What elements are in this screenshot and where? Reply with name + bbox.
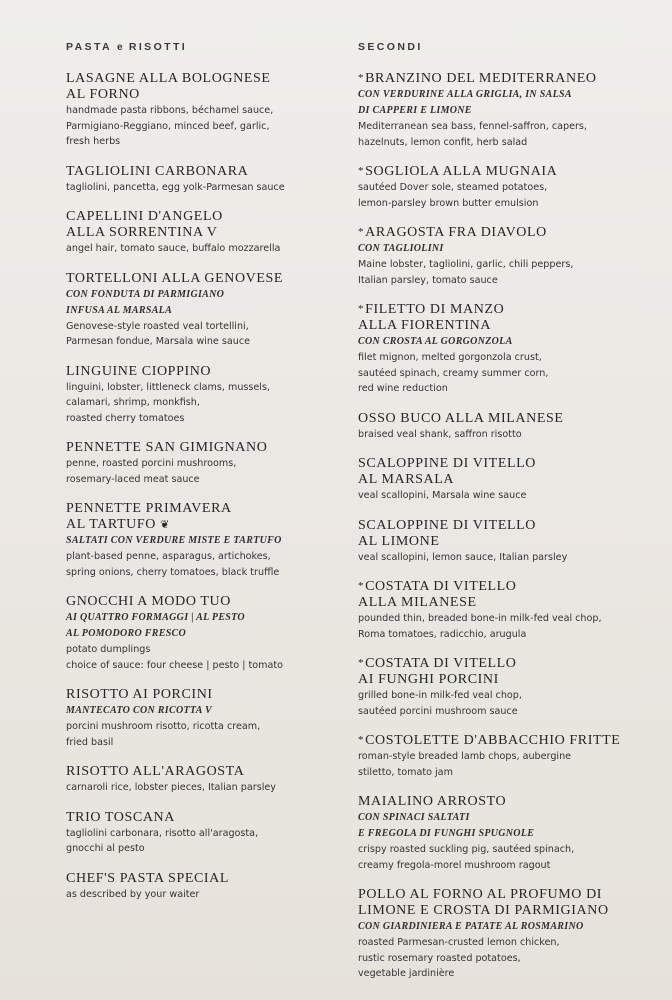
item-description: braised veal shank, saffron risotto bbox=[358, 428, 522, 440]
item-name: CHEF'S PASTA SPECIAL bbox=[66, 870, 230, 886]
section-title-pasta: PASTA e RISOTTI bbox=[66, 41, 188, 53]
item-subtitle: CON GIARDINIERA E PATATE AL ROSMARINO bbox=[358, 921, 584, 932]
item-name: *COSTATA DI VITELLO AI FUNGHI PORCINI bbox=[358, 656, 517, 687]
item-description: roman-style breaded lamb chops, aubergine stiletto, tomato jam bbox=[358, 751, 572, 778]
menu-item bbox=[358, 225, 648, 288]
item-description: pounded thin, breaded bone-in milk-fed veal chop, Roma tomatoes, radicchio, arugula bbox=[358, 613, 602, 640]
menu-item bbox=[358, 794, 648, 873]
item-name: *BRANZINO DEL MEDITERRANEO bbox=[358, 71, 597, 86]
item-description: Genovese-style roasted veal tortellini, Parmesan fondue, Marsala wine sauce bbox=[66, 320, 251, 347]
item-description: linguini, lobster, littleneck clams, mussels, calamari, shrimp, monkfish, roasted cherry tomatoes bbox=[66, 381, 271, 424]
menu-item bbox=[66, 764, 328, 796]
item-description: grilled bone-in milk-fed veal chop, sautéed porcini mushroom sauce bbox=[358, 690, 522, 717]
menu-item bbox=[66, 364, 328, 427]
item-description: crispy roasted suckling pig, sautéed spinach, creamy fregola-morel mushroom ragout bbox=[358, 844, 575, 871]
item-name: TORTELLONI ALLA GENOVESE bbox=[66, 270, 284, 286]
item-name: TRIO TOSCANA bbox=[66, 809, 175, 825]
item-name: *FILETTO DI MANZO ALLA FIORENTINA bbox=[358, 302, 505, 333]
menu-item bbox=[66, 71, 328, 150]
item-name: *SOGLIOLA ALLA MUGNAIA bbox=[358, 164, 558, 179]
item-description: potato dumplings choice of sauce: four cheese | pesto | tomato bbox=[66, 644, 283, 671]
item-description: penne, roasted porcini mushrooms, rosemary-laced meat sauce bbox=[66, 458, 237, 485]
menu-item bbox=[358, 456, 648, 504]
asterisk-mark: * bbox=[358, 657, 365, 669]
menu-item bbox=[66, 271, 328, 350]
item-description: angel hair, tomato sauce, buffalo mozzarella bbox=[66, 243, 281, 254]
item-name: RISOTTO AI PORCINI bbox=[66, 687, 213, 702]
item-name: GNOCCHI A MODO TUO bbox=[66, 594, 231, 609]
plant-based-leaf-icon: ❦ bbox=[160, 519, 170, 531]
item-subtitle: CON VERDURINE ALLA GRIGLIA, IN SALSA DI CAPPERI E LIMONE bbox=[358, 89, 572, 116]
menu-item bbox=[358, 164, 648, 211]
item-name: SCALOPPINE DI VITELLO AL LIMONE bbox=[358, 517, 537, 549]
item-subtitle: AI QUATTRO FORMAGGI | AL PESTO AL POMODORO FRESCO bbox=[66, 612, 245, 639]
item-description: sautéed Dover sole, steamed potatoes, lemon-parsley brown butter emulsion bbox=[358, 182, 548, 209]
menu-item bbox=[66, 501, 328, 580]
asterisk-mark: * bbox=[358, 734, 365, 746]
item-name: *ARAGOSTA FRA DIAVOLO bbox=[358, 225, 547, 240]
asterisk-mark: * bbox=[358, 226, 365, 238]
item-name: MAIALINO ARROSTO bbox=[358, 794, 507, 809]
item-subtitle: CON TAGLIOLINI bbox=[358, 243, 444, 254]
menu-item bbox=[358, 302, 648, 397]
item-name: *COSTOLETTE D'ABBACCHIO FRITTE bbox=[358, 733, 621, 748]
item-subtitle: CON SPINACI SALTATI E FREGOLA DI FUNGHI SPUGNOLE bbox=[358, 812, 535, 839]
item-description: as described by your waiter bbox=[66, 888, 200, 900]
menu-item bbox=[66, 440, 328, 487]
menu-item bbox=[358, 71, 648, 150]
item-name: LASAGNE ALLA BOLOGNESE AL FORNO bbox=[66, 71, 271, 102]
menu-item bbox=[66, 209, 328, 257]
item-name: PENNETTE SAN GIMIGNANO bbox=[66, 440, 268, 455]
menu-item bbox=[66, 164, 328, 196]
item-description: porcini mushroom risotto, ricotta cream, fried basil bbox=[66, 721, 261, 748]
item-description: Mediterranean sea bass, fennel-saffron, capers, hazelnuts, lemon confit, herb salad bbox=[358, 121, 587, 148]
item-name: LINGUINE CIOPPINO bbox=[66, 363, 212, 379]
menu-item bbox=[358, 656, 648, 719]
menu-item bbox=[358, 518, 648, 566]
menu-item bbox=[358, 887, 648, 982]
pasta-column bbox=[66, 41, 328, 916]
menu-item bbox=[66, 810, 328, 857]
item-description: filet mignon, melted gorgonzola crust, sautéed spinach, creamy summer corn, red wine reduction bbox=[358, 352, 549, 394]
menu-item bbox=[358, 733, 648, 780]
item-description: carnaroli rice, lobster pieces, Italian parsley bbox=[66, 782, 276, 793]
item-description: roasted Parmesan-crusted lemon chicken, rustic rosemary roasted potatoes, vegetable jardinière bbox=[358, 937, 560, 979]
item-name: RISOTTO ALL'ARAGOSTA bbox=[66, 764, 245, 779]
item-name: SCALOPPINE DI VITELLO AL MARSALA bbox=[358, 456, 537, 487]
item-subtitle: CON FONDUTA DI PARMIGIANO INFUSA AL MARSALA bbox=[66, 288, 225, 316]
asterisk-mark: * bbox=[358, 580, 365, 592]
secondi-column bbox=[358, 41, 648, 996]
menu-item bbox=[358, 411, 648, 443]
menu-item bbox=[66, 687, 328, 750]
item-name: CAPELLINI D'ANGELO ALLA SORRENTINA V bbox=[66, 209, 223, 240]
item-description: veal scallopini, lemon sauce, Italian parsley bbox=[358, 551, 568, 563]
item-description: Maine lobster, tagliolini, garlic, chili peppers, Italian parsley, tomato sauce bbox=[358, 259, 574, 286]
item-description: veal scallopini, Marsala wine sauce bbox=[358, 490, 527, 501]
menu-item bbox=[66, 871, 328, 903]
item-description: plant-based penne, asparagus, artichokes, spring onions, cherry tomatoes, black truffle bbox=[66, 551, 280, 578]
item-description: handmade pasta ribbons, béchamel sauce, Parmigiano-Reggiano, minced beef, garlic, fresh herbs bbox=[66, 105, 274, 147]
asterisk-mark: * bbox=[358, 165, 365, 177]
asterisk-mark: * bbox=[358, 303, 365, 315]
item-subtitle: MANTECATO CON RICOTTA V bbox=[66, 705, 212, 716]
item-name: TAGLIOLINI CARBONARA bbox=[66, 163, 249, 179]
asterisk-mark: * bbox=[358, 72, 365, 84]
section-title-secondi: SECONDI bbox=[358, 41, 423, 53]
item-subtitle: SALTATI CON VERDURE MISTE E TARTUFO bbox=[66, 535, 282, 546]
item-name: *COSTATA DI VITELLO ALLA MILANESE bbox=[358, 579, 517, 610]
item-name: OSSO BUCO ALLA MILANESE bbox=[358, 410, 564, 426]
menu-item bbox=[66, 594, 328, 673]
item-description: tagliolini, pancetta, egg yolk-Parmesan sauce bbox=[66, 181, 285, 193]
menu-item bbox=[358, 579, 648, 642]
item-description: tagliolini carbonara, risotto all'aragosta, gnocchi al pesto bbox=[66, 827, 259, 854]
item-subtitle: CON CROSTA AL GORGONZOLA bbox=[358, 336, 513, 347]
item-name: PENNETTE PRIMAVERA AL TARTUFO ❦ bbox=[66, 501, 232, 532]
item-name: POLLO AL FORNO AL PROFUMO DI LIMONE E CROSTA DI PARMIGIANO bbox=[358, 887, 609, 918]
